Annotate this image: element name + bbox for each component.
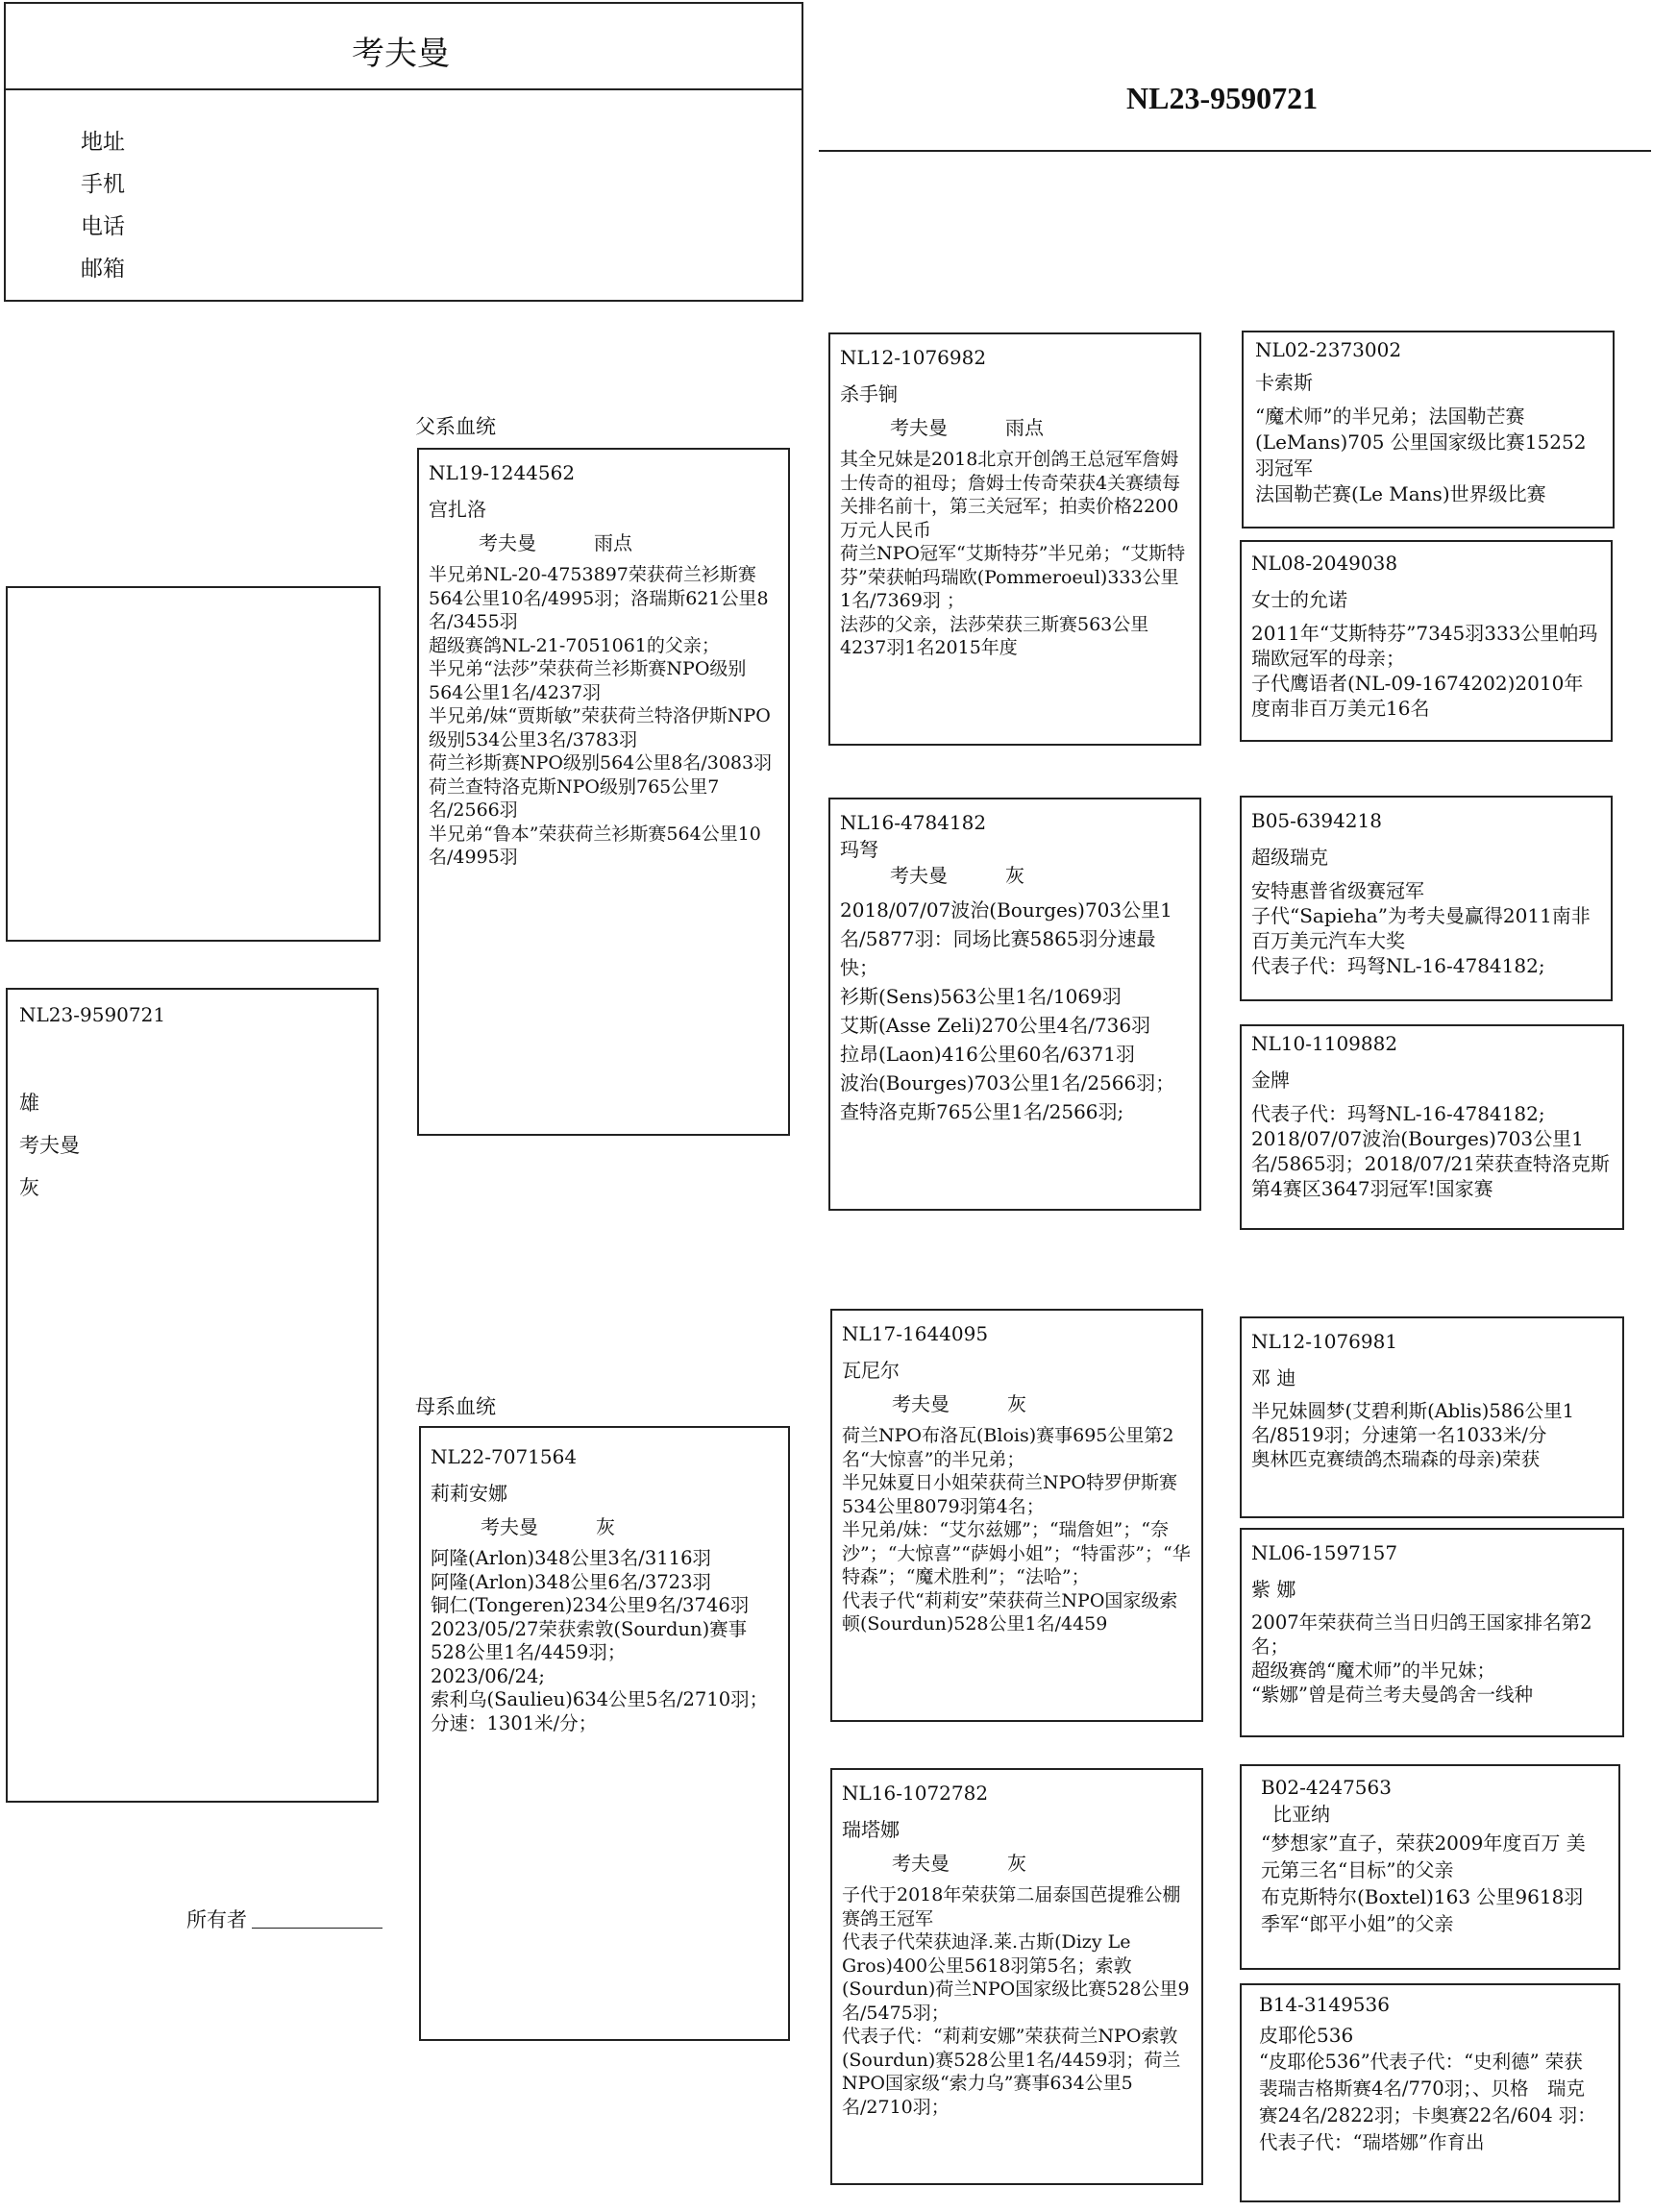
dss-description: 半兄妹圆梦(艾碧利斯(Ablis)586公里1名/8519羽；分速第一名1033米/分 奥林匹克赛绩鸽杰瑞森的母亲)荣获: [1251, 1400, 1574, 1470]
ss-ring: NL12-1076982: [840, 346, 987, 369]
dam-description: 阿隆(Arlon)348公里3名/3116羽 阿隆(Arlon)348公里6名/3723羽 铜仁(Tongeren)234公里9名/3746羽 2023/05/27荣获索敦(Sourdun)赛事528公里1名/4459羽； 2023/06/24; 索利乌(Saulieu)634公里5名/2710羽；分速：1301米/分；: [431, 1547, 769, 1734]
dam-name: 莉莉安娜: [431, 1482, 507, 1505]
dss-name: 邓 迪: [1251, 1366, 1296, 1389]
sds-ring: B05-6394218: [1251, 809, 1382, 832]
dd-description: 子代于2018年荣获第二届泰国芭提雅公棚赛鸽王冠军 代表子代荣获迪泽.莱.古斯(Dizy Le Gros)400公里5618羽第5名；索敦(Sourdun)荷兰NPO国家级比赛528公里9名/5475羽； 代表子代：“莉莉安娜”荣获荷兰NPO索敦(Sourdun)赛528公里1名/4459羽；荷兰NPO国家级“索力乌”赛事634公里5名/2710羽；: [842, 1884, 1190, 2118]
email-label: 邮箱: [81, 257, 125, 282]
subject-breeder: 考夫曼: [19, 1134, 80, 1157]
ssd-ring: NL08-2049038: [1251, 552, 1398, 575]
dd-ring: NL16-1072782: [842, 1782, 989, 1805]
dam-sire-card: [830, 1309, 1203, 1722]
sd-meta: 考夫曼 灰: [890, 864, 1024, 887]
mobile-label: 手机: [81, 172, 125, 197]
owner-label: 所有者: [186, 1908, 247, 1931]
sdd-description: 代表子代：玛弩NL-16-4784182; 2018/07/07波治(Bourges)703公里1名/5865羽；2018/07/21荣获查特洛克斯第4赛区3647羽冠军!国家赛: [1251, 1102, 1610, 1200]
dds-card: [1240, 1764, 1620, 1970]
sd-ring: NL16-4784182: [840, 811, 987, 834]
dds-description: “梦想家”直子，荣获2009年度百万 美元第三名“目标”的父亲 布克斯特尔(Boxtel)163 公里9618羽 季军“郎平小姐”的父亲: [1261, 1831, 1586, 1935]
ss-description: 其全兄妹是2018北京开创鸽王总冠军詹姆士传奇的祖母；詹姆士传奇荣获4关赛绩每关排名前十，第三关冠军；拍卖价格2200万元人民币 荷兰NPO冠军“艾斯特芬”半兄弟；“艾斯特芬”荣获帕玛瑞欧(Pommeroeul)333公里1名/7369羽 ； 法莎的父亲，法莎荣获三斯赛563公里4237羽1名2015年度: [840, 449, 1186, 658]
sss-description: “魔术师”的半兄弟；法国勒芒赛(LeMans)705 公里国家级比赛15252羽冠军 法国勒芒赛(Le Mans)世界级比赛: [1255, 405, 1587, 505]
subject-ring: NL23-9590721: [19, 1003, 166, 1026]
ss-name: 杀手锏: [840, 382, 898, 406]
ssd-description: 2011年“艾斯特芬”7345羽333公里帕玛瑞欧冠军的母亲； 子代鹰语者(NL-09-1674202)2010年度南非百万美元16名: [1251, 622, 1598, 720]
dam-card: [419, 1426, 790, 2041]
dsd-ring: NL06-1597157: [1251, 1541, 1398, 1564]
sdd-card: [1240, 1024, 1624, 1230]
ddd-description: “皮耶伦536”代表子代：“史利德” 荣获裴瑞吉格斯赛4名/770羽；、贝格 瑞克赛24名/2822羽；卡奥赛22名/604 羽：代表子代：“瑞塔娜”作育出: [1259, 2051, 1596, 2153]
dam-dam-card: [830, 1768, 1203, 2185]
sdd-name: 金牌: [1251, 1069, 1290, 1092]
dss-ring: NL12-1076981: [1251, 1330, 1398, 1353]
ddd-ring: B14-3149536: [1259, 1993, 1390, 2016]
dd-meta: 考夫曼 灰: [892, 1852, 1026, 1875]
sire-dam-card: [828, 798, 1201, 1211]
sds-card: [1240, 796, 1613, 1001]
sss-card: [1242, 331, 1615, 528]
ds-name: 瓦尼尔: [842, 1359, 900, 1382]
ddd-card: [1240, 1983, 1620, 2202]
sd-description: 2018/07/07波治(Bourges)703公里1名/5877羽：同场比赛5865羽分速最快； 衫斯(Sens)563公里1名/1069羽 艾斯(Asse Zeli)270公里4名/736羽 拉昂(Laon)416公里60名/6371羽 波治(Bourges)703公里1名/2566羽； 查特洛克斯765公里1名/2566羽;: [840, 898, 1175, 1123]
sds-description: 安特惠普省级赛冠军 子代“Sapieha”为考夫曼赢得2011南非百万美元汽车大奖 代表子代：玛弩NL-16-4784182;: [1251, 879, 1591, 977]
sss-ring: NL02-2373002: [1255, 338, 1402, 361]
subject-sex: 雄: [19, 1092, 39, 1115]
sds-name: 超级瑞克: [1251, 846, 1328, 869]
dam-ring: NL22-7071564: [431, 1445, 578, 1468]
ds-ring: NL17-1644095: [842, 1322, 989, 1345]
sire-sire-card: [828, 332, 1201, 746]
address-label: 地址: [81, 130, 125, 155]
header-divider: [4, 88, 803, 90]
sire-card: [417, 448, 790, 1136]
photo-placeholder: [6, 586, 381, 942]
dam-meta: 考夫曼 灰: [481, 1515, 615, 1538]
owner-signature-line: [252, 1928, 382, 1929]
dss-card: [1240, 1316, 1624, 1518]
contact-labels: [81, 121, 125, 290]
ds-meta: 考夫曼 灰: [892, 1392, 1026, 1415]
dd-name: 瑞塔娜: [842, 1818, 900, 1841]
dsd-name: 紫 娜: [1251, 1578, 1296, 1601]
sd-name: 玛弩: [840, 838, 878, 861]
ssd-card: [1240, 540, 1613, 742]
page-title: 考夫曼: [352, 35, 450, 73]
dds-name: 比亚纳: [1272, 1803, 1330, 1826]
sire-line-label: 父系血统: [415, 415, 496, 438]
subject-color: 灰: [19, 1176, 39, 1199]
ds-description: 荷兰NPO布洛瓦(Blois)赛事695公里第2名“大惊喜”的半兄弟； 半兄妹夏日小姐荣获荷兰NPO特罗伊斯赛534公里8079羽第4名； 半兄弟/妹：“艾尔兹娜”；“瑞詹妲”；“奈沙”；“大惊喜”“萨姆小姐”；“特雷莎”；“华特森”；“魔术胜利”；“法哈”； 代表子代“莉莉安”荣获荷兰NPO国家级索顿(Sourdun)528公里1名/4459: [842, 1425, 1191, 1634]
dam-line-label: 母系血统: [415, 1395, 496, 1418]
subject-card: [6, 988, 379, 1803]
sdd-ring: NL10-1109882: [1251, 1032, 1398, 1055]
dsd-description: 2007年荣获荷兰当日归鸽王国家排名第2名； 超级赛鸽“魔术师”的半兄妹； “紫娜”曾是荷兰考夫曼鸽舍一线种: [1251, 1611, 1592, 1706]
header-ring-underline: [819, 150, 1651, 152]
header-ring-number: NL23-9590721: [1126, 81, 1319, 115]
sire-name: 宫扎洛: [429, 498, 486, 521]
sss-name: 卡索斯: [1255, 371, 1313, 394]
ddd-name: 皮耶伦536: [1259, 2024, 1354, 2047]
sire-description: 半兄弟NL-20-4753897荣获荷兰衫斯赛564公里10名/4995羽；洛瑞斯621公里8名/3455羽 超级赛鸽NL-21-7051061的父亲； 半兄弟“法莎”荣获荷兰衫斯赛NPO级别564公里1名/4237羽 半兄弟/妹“贾斯敏”荣获荷兰特洛伊斯NPO级别534公里3名/3783羽 荷兰衫斯赛NPO级别564公里8名/3083羽 荷兰查特洛克斯NPO级别765公里7名/2566羽 半兄弟“鲁本”荣获荷兰衫斯赛564公里10名/4995羽: [429, 564, 773, 868]
sire-meta: 考夫曼 雨点: [479, 531, 632, 554]
phone-label: 电话: [81, 214, 125, 239]
ssd-name: 女士的允诺: [1251, 588, 1347, 611]
dds-ring: B02-4247563: [1261, 1776, 1392, 1799]
ss-meta: 考夫曼 雨点: [890, 416, 1044, 439]
dsd-card: [1240, 1528, 1624, 1737]
sire-ring: NL19-1244562: [429, 461, 576, 484]
